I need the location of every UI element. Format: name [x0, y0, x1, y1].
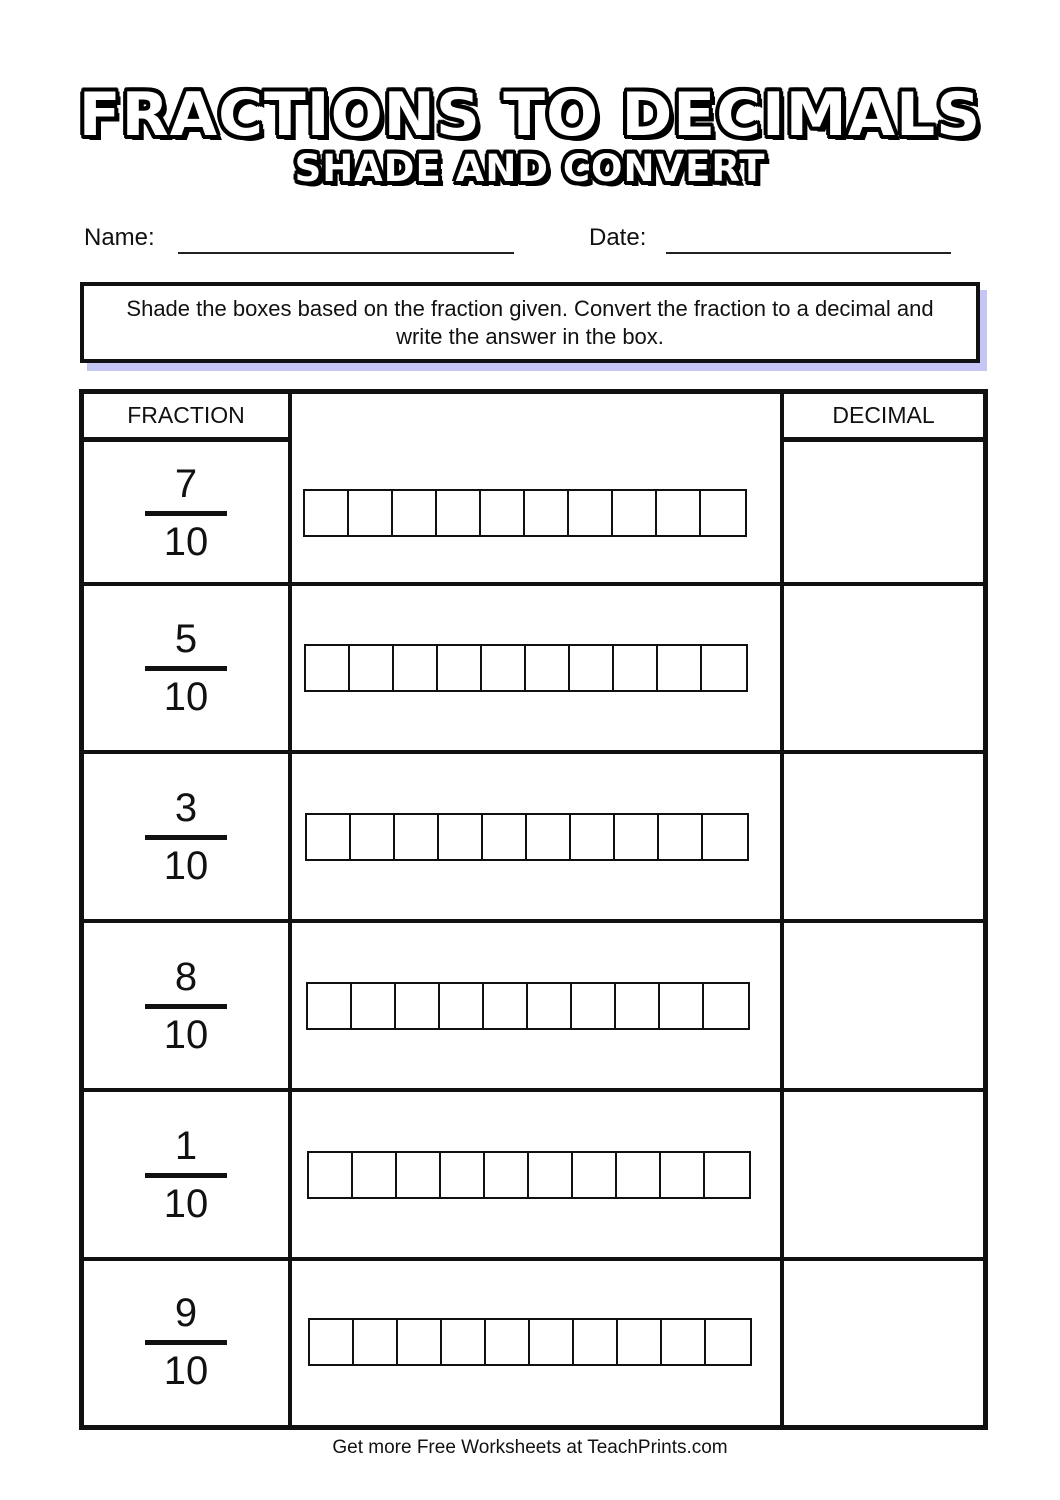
shade-box[interactable] [438, 646, 482, 690]
decimal-answer-cell[interactable] [784, 446, 983, 580]
shade-box[interactable] [706, 1320, 750, 1364]
shade-box[interactable] [350, 646, 394, 690]
shade-box[interactable] [658, 646, 702, 690]
name-label: Name: [84, 224, 155, 251]
row-divider [84, 750, 983, 754]
fraction-bar [145, 1004, 227, 1009]
shade-box[interactable] [440, 984, 484, 1028]
instructions-text: Shade the boxes based on the fraction given. Convert the fraction to a decimal and write the answer in the box. [126, 295, 934, 349]
shade-box[interactable] [308, 984, 352, 1028]
shading-boxes [307, 1151, 751, 1199]
header-fraction-label: FRACTION [127, 402, 245, 428]
shade-box[interactable] [396, 984, 440, 1028]
shade-box[interactable] [530, 1320, 574, 1364]
denominator: 10 [163, 843, 209, 888]
shade-box[interactable] [306, 646, 350, 690]
shade-box[interactable] [614, 646, 658, 690]
fraction-cell [86, 1124, 286, 1226]
shade-box[interactable] [394, 646, 438, 690]
shade-box[interactable] [349, 491, 393, 535]
shade-box[interactable] [354, 1320, 398, 1364]
worksheet-subtitle: SHADE AND CONVERT [294, 147, 766, 190]
shade-box[interactable] [660, 984, 704, 1028]
numerator: 7 [174, 462, 198, 506]
numerator: 8 [174, 954, 198, 999]
shade-box[interactable] [659, 815, 703, 859]
shade-box[interactable] [310, 1320, 354, 1364]
shade-box[interactable] [661, 1153, 705, 1197]
denominator: 10 [163, 1181, 209, 1226]
shade-box[interactable] [484, 984, 528, 1028]
shade-box[interactable] [571, 815, 615, 859]
fraction-cell [86, 462, 286, 564]
shade-box[interactable] [572, 984, 616, 1028]
header-decimal-label: DECIMAL [832, 402, 935, 428]
shade-box[interactable] [574, 1320, 618, 1364]
shade-box[interactable] [613, 491, 657, 535]
decimal-answer-cell[interactable] [784, 1094, 983, 1255]
footer-text: Get more Free Worksheets at TeachPrints.com [332, 1437, 728, 1458]
shade-box[interactable] [618, 1320, 662, 1364]
name-field[interactable] [178, 252, 514, 254]
date-label: Date: [589, 224, 647, 251]
fraction-bar [145, 1340, 227, 1345]
shade-box[interactable] [527, 815, 571, 859]
decimal-answer-cell[interactable] [784, 756, 983, 917]
shading-boxes [305, 813, 749, 861]
shade-box[interactable] [307, 815, 351, 859]
fraction-bar [145, 1173, 227, 1178]
shade-box[interactable] [705, 1153, 749, 1197]
row-divider [84, 582, 983, 586]
shading-boxes [304, 644, 748, 692]
denominator: 10 [163, 520, 209, 564]
shade-box[interactable] [309, 1153, 353, 1197]
numerator: 1 [174, 1123, 198, 1168]
shade-box[interactable] [662, 1320, 706, 1364]
shade-box[interactable] [573, 1153, 617, 1197]
shade-box[interactable] [351, 815, 395, 859]
shade-box[interactable] [485, 1153, 529, 1197]
fraction-cell [86, 786, 286, 888]
denominator: 10 [163, 1012, 209, 1057]
fraction-bar [145, 511, 227, 516]
fraction-cell [86, 955, 286, 1057]
row-divider [84, 919, 983, 923]
shade-box[interactable] [569, 491, 613, 535]
shade-box[interactable] [528, 984, 572, 1028]
fraction-bar [145, 666, 227, 671]
shading-boxes [308, 1318, 752, 1366]
shade-box[interactable] [442, 1320, 486, 1364]
shade-box[interactable] [702, 646, 746, 690]
header-fraction [84, 394, 288, 442]
shade-box[interactable] [441, 1153, 485, 1197]
shading-boxes [306, 982, 750, 1030]
numerator: 3 [174, 785, 198, 830]
decimal-answer-cell[interactable] [784, 925, 983, 1086]
shade-box[interactable] [570, 646, 614, 690]
shade-box[interactable] [437, 491, 481, 535]
worksheet-table [79, 389, 988, 1430]
shade-box[interactable] [397, 1153, 441, 1197]
shade-box[interactable] [352, 984, 396, 1028]
decimal-answer-cell[interactable] [784, 588, 983, 748]
shade-box[interactable] [615, 815, 659, 859]
fraction-bar [145, 835, 227, 840]
shade-box[interactable] [704, 984, 748, 1028]
fraction-cell [86, 617, 286, 719]
shade-box[interactable] [525, 491, 569, 535]
worksheet-title: FRACTIONS TO DECIMALS [78, 80, 982, 150]
date-field[interactable] [666, 252, 951, 254]
shade-box[interactable] [395, 815, 439, 859]
numerator: 9 [174, 1291, 198, 1335]
row-divider [84, 1257, 983, 1261]
column-divider [288, 394, 292, 1425]
shade-box[interactable] [657, 491, 701, 535]
shade-box[interactable] [483, 815, 527, 859]
denominator: 10 [163, 675, 209, 719]
header-decimal [784, 394, 983, 442]
shade-box[interactable] [529, 1153, 573, 1197]
instructions-box [80, 282, 980, 363]
decimal-answer-cell[interactable] [784, 1263, 983, 1421]
row-divider [84, 1088, 983, 1092]
shade-box[interactable] [526, 646, 570, 690]
shade-box[interactable] [482, 646, 526, 690]
shade-box[interactable] [701, 491, 745, 535]
numerator: 5 [174, 617, 198, 661]
fraction-cell [86, 1291, 286, 1393]
shading-boxes [303, 489, 747, 537]
shade-box[interactable] [616, 984, 660, 1028]
denominator: 10 [163, 1349, 209, 1393]
shade-box[interactable] [617, 1153, 661, 1197]
shade-box[interactable] [305, 491, 349, 535]
shade-box[interactable] [439, 815, 483, 859]
shade-box[interactable] [398, 1320, 442, 1364]
shade-box[interactable] [353, 1153, 397, 1197]
shade-box[interactable] [703, 815, 747, 859]
shade-box[interactable] [393, 491, 437, 535]
shade-box[interactable] [481, 491, 525, 535]
shade-box[interactable] [486, 1320, 530, 1364]
